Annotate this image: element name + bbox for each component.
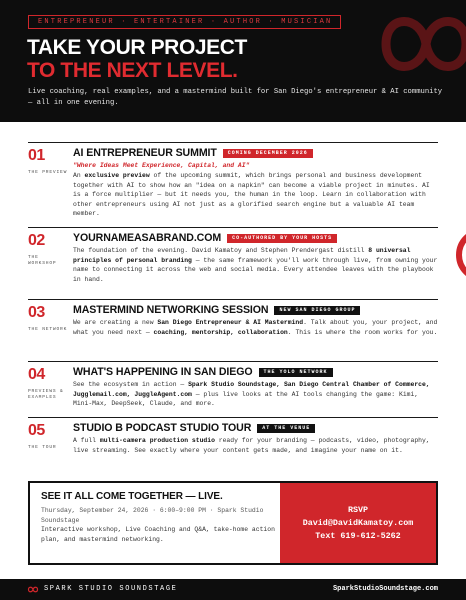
infinity-logo-icon [27, 585, 39, 594]
event-title: SEE IT ALL COME TOGETHER — LIVE. [41, 491, 223, 502]
emphasis-text: San Diego Entrepreneur & AI Mastermind [157, 319, 304, 326]
body-text: — plus live looks at the AI tools changing the game: Kimi, Mini-Max, DeepSeek, Claude, and more. [73, 390, 419, 408]
section-number: 01 [28, 147, 45, 164]
footer [0, 579, 466, 600]
section-badge: AT THE VENUE [257, 424, 315, 433]
section-text [73, 246, 439, 284]
section-1 [28, 142, 438, 218]
section-quote: "Where Ideas Meet Experience, Capital, and AI" [73, 162, 250, 169]
section-title: MASTERMIND NETWORKING SESSION [73, 304, 269, 316]
section-badge: THE YOLO NETWORK [259, 368, 333, 377]
emphasis-text: exclusive preview [84, 172, 150, 179]
section-5 [28, 417, 438, 454]
body-text: . Talk about you, your project, and what you need next — [73, 319, 438, 336]
rsvp-phone[interactable]: Text 619-612-5262 [315, 530, 401, 541]
section-text [73, 318, 439, 337]
section-title: YOURNAMEASABRAND.COM [73, 232, 222, 244]
body-text: The foundation of the evening. David Kamatoy and Stephen Prendergast distill [73, 247, 369, 254]
infinity-logo-decoration [366, 0, 466, 94]
body-text: We are creating a new [73, 319, 158, 326]
section-title: STUDIO B PODCAST STUDIO TOUR [73, 422, 252, 434]
intro-text: Live coaching, real examples, and a mastermind built for San Diego's entrepreneur & AI community — all in one evening. [28, 88, 443, 107]
section-kicker: THE PREVIEW [28, 170, 68, 175]
section-kicker: THE NETWORK [28, 327, 68, 332]
footer-website-link[interactable]: SparkStudioSoundstage.com [332, 585, 438, 593]
section-kicker: THE TOUR [28, 445, 57, 450]
page-title [27, 36, 247, 82]
section-title-row [73, 422, 439, 434]
body-text: of the upcoming summit, which brings personal and business development together with AI to show how an "idea on a napkin" can become a viable project in minutes. AI is a force multiplier — but it needs you, the human in the loop. Learn in collaboration with other entrepreneurs using AI not just as a glorified search engine but a valuable AI team member. [73, 172, 430, 218]
tagline: ENTREPRENEUR · ENTERTAINER · AUTHOR · MUSICIAN [28, 15, 341, 29]
event-date: Thursday, September 24, 2026 · 6:00–9:00 PM · Spark Studio Soundstage [41, 507, 264, 524]
section-body [73, 147, 439, 219]
section-text [73, 436, 439, 455]
section-body [73, 366, 439, 409]
section-title-row [73, 304, 439, 316]
section-body [73, 232, 439, 284]
body-text: — the same framework you'll work through live, from owning your name to connecting it across the web and social media. Every attendee leaves with the playbook in hand. [73, 256, 438, 283]
event-details [41, 491, 281, 544]
headline-line-2: TO THE NEXT LEVEL. [27, 59, 238, 82]
emphasis-text: 8 universal principles of personal branding [73, 247, 411, 264]
section-kicker: PREVIEWS & EXAMPLES [28, 389, 64, 400]
section-number: 02 [28, 232, 45, 249]
section-text [73, 171, 439, 219]
section-title-row [73, 147, 439, 159]
emphasis-text: coaching, mentorship, collaboration [153, 328, 288, 336]
section-title: AI ENTREPRENEUR SUMMIT [73, 147, 217, 159]
emphasis-text: Spark Studio Soundstage, San Diego Central Chamber of Commerce, Jugglemail.com, JuggleAgent.com [73, 381, 430, 398]
body-text: See the ecosystem in action — [73, 381, 189, 388]
section-text [73, 380, 439, 409]
body-text: . This is where the room works for you. [287, 328, 438, 336]
footer-brand: SPARK STUDIO SOUNDSTAGE [44, 585, 178, 593]
section-badge: NEW SAN DIEGO GROUP [274, 306, 360, 315]
ring-decoration [454, 226, 466, 284]
rsvp-label: RSVP [347, 504, 369, 515]
section-title-row [73, 232, 439, 244]
section-kicker: THE WORKSHOP [28, 255, 57, 266]
headline-line-1: TAKE YOUR PROJECT [27, 36, 247, 59]
body-text: ready for your branding — podcasts, video, photography, live streaming. See exactly where your content gets made, and imagine your name on it. [73, 437, 430, 454]
section-number: 03 [28, 304, 45, 321]
section-title: WHAT'S HAPPENING IN SAN DIEGO [73, 366, 253, 378]
header-banner [0, 0, 466, 122]
section-badge: COMING DECEMBER 2026 [223, 149, 313, 158]
section-badge: CO-AUTHORED BY YOUR HOSTS [227, 234, 337, 243]
section-title-row [73, 366, 439, 378]
section-number: 05 [28, 422, 45, 439]
section-number: 04 [28, 366, 45, 383]
emphasis-text: multi-camera production studio [99, 437, 215, 444]
body-text: An [73, 172, 85, 179]
event-callout [28, 481, 438, 565]
section-body [73, 304, 439, 337]
section-3 [28, 299, 438, 336]
section-2 [28, 227, 438, 283]
section-body [73, 422, 439, 455]
event-description: Interactive workshop, Live Coaching and Q&A, take-home action plan, and mastermind networking. [41, 526, 275, 543]
rsvp-panel [280, 483, 436, 563]
section-4 [28, 361, 438, 408]
rsvp-email-link[interactable]: David@DavidKamatoy.com [302, 517, 414, 528]
body-text: A full [73, 437, 100, 444]
